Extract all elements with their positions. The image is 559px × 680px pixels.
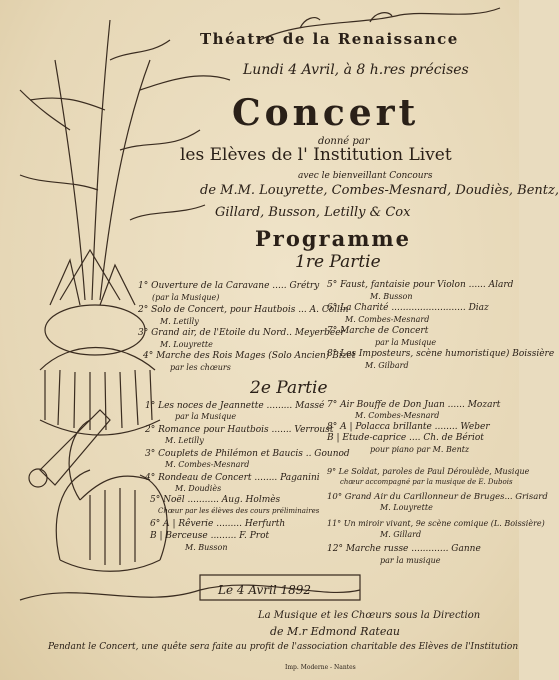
program-item-sub: M. Gillard xyxy=(380,530,422,539)
program-item: 3° Grand air, de l'Etoile du Nord.. Meyerbeer xyxy=(138,328,345,338)
program-item: 5° Faust, fantaisie pour Violon ...... Alard xyxy=(327,280,514,290)
program-item-sub: M. Busson xyxy=(185,543,228,552)
program-item-sub: M. Busson xyxy=(370,292,413,301)
direction-line: La Musique et les Chœurs sous la Direction xyxy=(258,610,481,621)
program-item: 12° Marche russe ............. Ganne xyxy=(327,544,481,554)
program-item: 5° Noël ........... Aug. Holmès xyxy=(150,495,281,505)
program-item: 2° Solo de Concert, pour Hautbois ... A. Collin xyxy=(138,305,349,315)
donne-par: donné par xyxy=(318,136,370,147)
program-item: 1° Ouverture de la Caravane ..... Grétry xyxy=(138,281,320,291)
part1-title: 1re Partie xyxy=(295,252,381,272)
avec-line: avec le bienveillant Concours xyxy=(298,171,433,181)
printer-credit: Imp. Moderne - Nantes xyxy=(285,664,356,671)
program-item: B | Etude-caprice .... Ch. de Bériot xyxy=(327,433,484,443)
program-item-sub: par la musique xyxy=(380,556,441,565)
program-item-sub: M. Louyrette xyxy=(160,340,213,349)
eleves-line: les Elèves de l' Institution Livet xyxy=(180,145,452,165)
program-item: 8° A | Polacca brillante ........ Weber xyxy=(327,422,490,432)
program-item: 10° Grand Air du Carillonneur de Bruges... Grisard xyxy=(327,492,548,502)
program-item-sub: M. Combes-Mesnard xyxy=(345,315,430,324)
program-item-sub: chœur accompagné par la musique de E. Dubois xyxy=(340,478,513,486)
program-item: 4° Rondeau de Concert ........ Paganini xyxy=(145,473,320,483)
program-item: 6° La Charité .......................... Diaz xyxy=(327,303,489,313)
date-line: Lundi 4 Avril, à 8 h.res précises xyxy=(243,62,469,78)
program-item-sub: Chœur par les élèves des cours préliminaires xyxy=(158,507,320,515)
banner-date: Le 4 Avril 1892 xyxy=(218,583,312,597)
program-item-sub: M. Letilly xyxy=(165,436,204,445)
program-item: B | Berceuse ......... F. Prot xyxy=(150,531,270,541)
program-item: 6° A | Rêverie ......... Herfurth xyxy=(150,519,286,529)
program-item: 7° Air Bouffe de Don Juan ...... Mozart xyxy=(327,400,501,410)
collection-note: Pendant le Concert, une quête sera faite au profit de l'association charitable des Elèves de l'Institution xyxy=(48,642,519,652)
program-item-sub: M. Doudiès xyxy=(175,484,222,493)
program-item-sub: M. Combes-Mesnard xyxy=(165,460,250,469)
program-item: 3° Couplets de Philémon et Baucis .. Gounod xyxy=(145,449,350,459)
program-item-sub: par les chœurs xyxy=(170,363,231,372)
program-item-sub: M. Letilly xyxy=(160,317,199,326)
theatre-title: Théatre de la Renaissance xyxy=(200,30,459,48)
concert-title: Concert xyxy=(232,92,420,134)
program-item-sub: par la Musique xyxy=(375,338,437,347)
program-item-sub: M. Louyrette xyxy=(380,503,433,512)
program-item: 1° Les noces de Jeannette ......... Massé xyxy=(145,401,325,411)
program-item-sub: par la Musique xyxy=(175,412,237,421)
part2-title: 2e Partie xyxy=(250,378,328,398)
program-item: 8° Les Imposteurs, scène humoristique) Boissière xyxy=(327,349,555,359)
program-item-sub: pour piano par M. Bentz xyxy=(370,445,470,454)
performers-line-1: de M.M. Louyrette, Combes-Mesnard, Doudiès, Bentz, xyxy=(200,183,559,198)
program-item-sub: M. Combes-Mesnard xyxy=(355,411,440,420)
program-item: 4° Marche des Rois Mages (Solo Ancien) Bizet xyxy=(143,351,356,361)
program-item-sub: (par la Musique) xyxy=(152,293,220,302)
performers-line-2: Gillard, Busson, Letilly & Cox xyxy=(215,205,411,220)
program-item: 11° Un miroir vivant, 9e scène comique (L. Boissière) xyxy=(327,519,545,528)
programme-title: Programme xyxy=(255,226,412,251)
program-item: 9° Le Soldat, paroles de Paul Déroulède, Musique xyxy=(327,467,530,476)
conductor-line: de M.r Edmond Rateau xyxy=(270,625,400,638)
program-item: 2° Romance pour Hautbois ....... Verroust xyxy=(145,425,334,435)
program-item: 7° Marche de Concert xyxy=(327,326,429,336)
program-item-sub: M. Gilbard xyxy=(365,361,409,370)
